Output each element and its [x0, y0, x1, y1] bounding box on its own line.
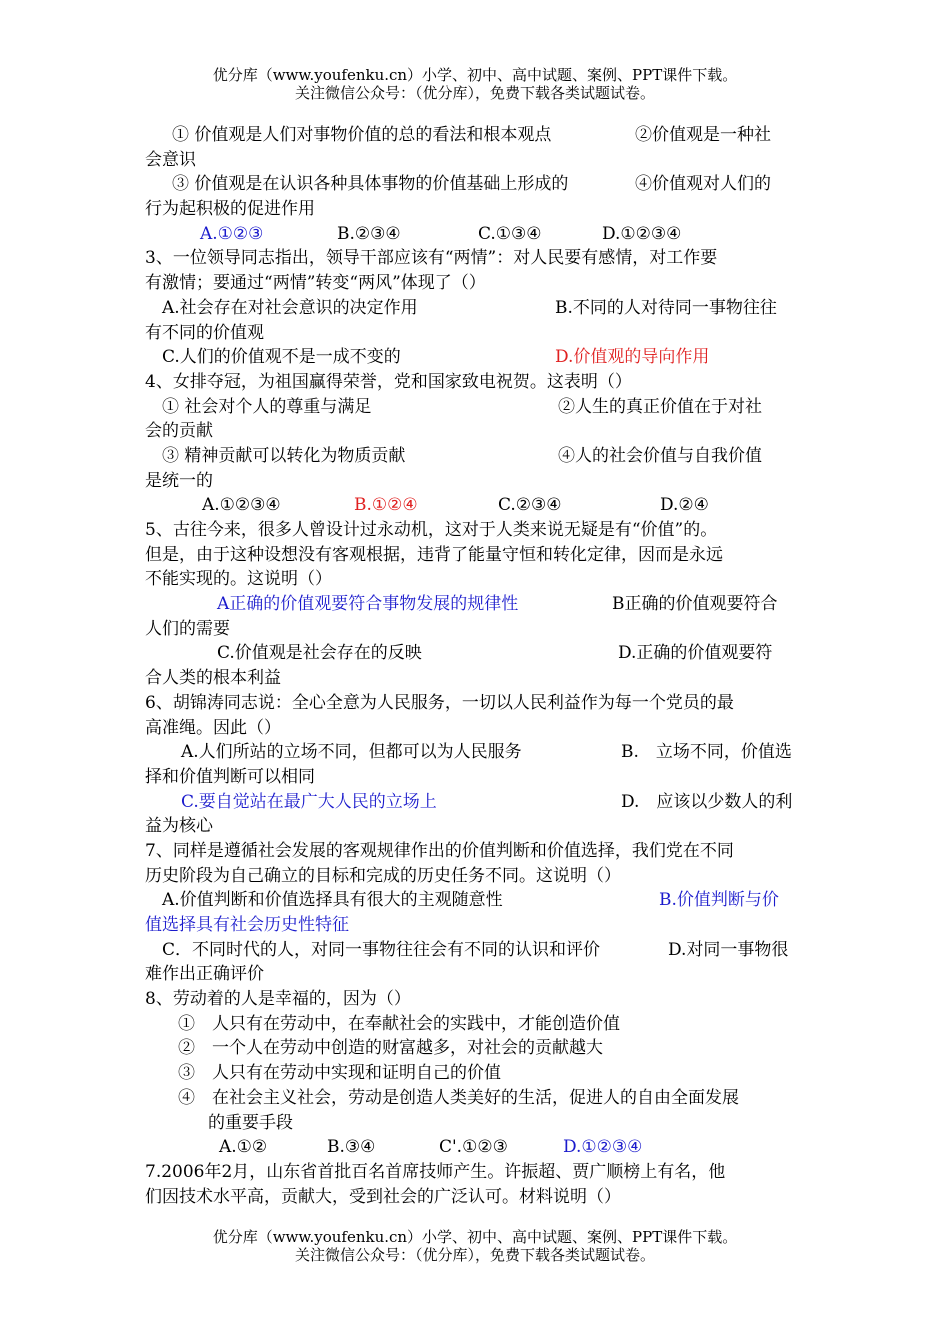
q2-option-a: A.①②③ [200, 223, 264, 244]
q2-option-d: D.①②③④ [602, 223, 682, 244]
q6-stem-cont: 高准绳。因此（） [145, 717, 281, 738]
page-footer [0, 1228, 950, 1264]
header-line-1: 优分库（www.youfenku.cn）小学、初中、高中试题、案例、PPT课件下载。 [212, 66, 738, 84]
q8-stem: 8、劳动着的人是幸福的，因为（） [145, 989, 411, 1010]
q8-statement-2: ② 一个人在劳动中创造的财富越多，对社会的贡献越大 [178, 1038, 603, 1059]
q5-option-b-cont: 人们的需要 [145, 618, 230, 639]
q2-statement-row [145, 172, 810, 197]
q4-statement-4: ④人的社会价值与自我价值 [558, 445, 762, 466]
q9-stem: 7.2006年2月，山东省首批百名首席技师产生。许振超、贾广顺榜上有名，他 [145, 1161, 726, 1182]
q6-option-b-cont: 择和价值判断可以相同 [145, 766, 315, 787]
q2-option-b: B.②③④ [337, 223, 401, 244]
q3-option-b: B.不同的人对待同一事物往往 [555, 297, 777, 318]
q5-option-d-cont: 合人类的根本利益 [145, 668, 281, 689]
q5-options-row [145, 641, 810, 666]
q3-option-c: C.人们的价值观不是一成不变的 [162, 347, 401, 368]
q5-stem-cont: 但是，由于这种设想没有客观根据，违背了能量守恒和转化定律，因而是永远 [145, 544, 723, 565]
q3-options-row [145, 296, 810, 321]
q4-option-d: D.②④ [660, 495, 709, 516]
page-header [0, 66, 950, 102]
q6-option-d-cont: 益为核心 [145, 816, 213, 837]
q6-option-c: C.要自觉站在最广大人民的立场上 [181, 791, 437, 812]
q4-stem: 4、女排夺冠，为祖国赢得荣誉，党和国家致电祝贺。这表明（） [145, 371, 632, 392]
q4-option-b: B.①②④ [354, 495, 418, 516]
q6-stem: 6、胡锦涛同志说：全心全意为人民服务，一切以人民利益作为每一个党员的最 [145, 692, 734, 713]
q8-statement-4-cont: 的重要手段 [208, 1112, 293, 1133]
q6-options-row [145, 790, 810, 815]
q7-option-a: A.价值判断和价值选择具有很大的主观随意性 [162, 890, 503, 911]
q3-option-d: D.价值观的导向作用 [555, 347, 710, 368]
q4-statement-3: ③ 精神贡献可以转化为物质贡献 [162, 445, 406, 466]
q5-stem: 5、古往今来，很多人曾设计过永动机，这对于人类来说无疑是有“价值”的。 [145, 520, 718, 540]
q7-options-row [145, 938, 810, 963]
q5-options-row [145, 592, 810, 617]
footer-line-1: 优分库（www.youfenku.cn）小学、初中、高中试题、案例、PPT课件下载。 [212, 1228, 738, 1246]
q8-option-a: A.①② [219, 1137, 268, 1158]
q4-statement-row [145, 444, 810, 469]
q6-option-a: A.人们所站的立场不同，但都可以为人民服务 [181, 742, 522, 763]
q3-option-a: A.社会存在对社会意识的决定作用 [162, 297, 418, 318]
q6-options-row [145, 740, 810, 765]
q2-option-c: C.①③④ [478, 223, 542, 244]
q5-option-d: D.正确的价值观要符 [618, 643, 773, 664]
q5-stem-cont: 不能实现的。这说明（） [145, 569, 332, 590]
q2-statement-2-cont: 会意识 [145, 149, 196, 170]
q5-option-b: B正确的价值观要符合 [612, 594, 778, 615]
q2-statement-row [145, 123, 810, 148]
q2-statement-4-cont: 行为起积极的促进作用 [145, 199, 315, 220]
q8-option-d: D.①②③④ [563, 1137, 643, 1158]
q4-statement-4-cont: 是统一的 [145, 470, 213, 491]
q3-stem: 3、一位领导同志指出，领导干部应该有“两情”：对人民要有感情，对工作要 [145, 248, 718, 269]
q2-statement-1: ① 价值观是人们对事物价值的总的看法和根本观点 [172, 125, 552, 145]
q3-option-b-cont: 有不同的价值观 [145, 322, 264, 343]
q8-statement-4: ④ 在社会主义社会，劳动是创造人类美好的生活，促进人的自由全面发展 [178, 1087, 739, 1108]
q4-statement-1: ① 社会对个人的尊重与满足 [162, 396, 372, 417]
q8-option-c: C'.①②③ [439, 1137, 508, 1158]
q8-option-b: B.③④ [327, 1137, 376, 1158]
footer-line-2: 关注微信公众号：（优分库），免费下载各类试题试卷。 [294, 1246, 655, 1264]
q7-options-row [145, 888, 810, 913]
q8-statement-3: ③ 人只有在劳动中实现和证明自己的价值 [178, 1063, 501, 1084]
q4-statement-2-cont: 会的贡献 [145, 421, 213, 442]
q4-option-a: A.①②③④ [202, 495, 281, 516]
q4-options [145, 493, 810, 518]
q4-statement-2: ②人生的真正价值在于对社 [558, 396, 762, 417]
document-body [145, 123, 810, 1209]
q6-option-d: D. 应该以少数人的利 [621, 791, 793, 812]
header-line-2: 关注微信公众号：（优分库），免费下载各类试题试卷。 [294, 84, 655, 102]
q7-option-b-cont: 值选择具有社会历史性特征 [145, 915, 349, 935]
q2-options [145, 222, 810, 247]
q5-option-a: A正确的价值观要符合事物发展的规律性 [217, 594, 519, 615]
q2-statement-2: ②价值观是一种社 [635, 125, 771, 145]
q7-option-d: D.对同一事物很 [668, 939, 789, 960]
q2-statement-4: ④价值观对人们的 [635, 174, 771, 195]
q6-option-b: B. 立场不同，价值选 [621, 742, 792, 763]
q7-option-c: C．不同时代的人，对同一事物往往会有不同的认识和评价 [162, 939, 601, 960]
q4-option-c: C.②③④ [498, 495, 562, 516]
q7-option-b: B.价值判断与价 [659, 890, 779, 911]
q9-stem-cont: 们因技术水平高，贡献大，受到社会的广泛认可。材料说明（） [145, 1186, 621, 1207]
q2-statement-3: ③ 价值观是在认识各种具体事物的价值基础上形成的 [172, 174, 569, 195]
q7-option-d-cont: 难作出正确评价 [145, 964, 264, 985]
q4-statement-row [145, 395, 810, 420]
q3-options-row [145, 345, 810, 370]
q5-option-c: C.价值观是社会存在的反映 [217, 643, 422, 664]
q7-stem-cont: 历史阶段为自己确立的目标和完成的历史任务不同。这说明（） [145, 865, 621, 886]
q7-stem: 7、同样是遵循社会发展的客观规律作出的价值判断和价值选择，我们党在不同 [145, 840, 734, 861]
q8-statement-1: ① 人只有在劳动中，在奉献社会的实践中，才能创造价值 [178, 1013, 620, 1034]
q8-options [145, 1135, 810, 1160]
q3-stem-cont: 有激情；要通过“两情”转变“两风”体现了（） [145, 273, 486, 294]
